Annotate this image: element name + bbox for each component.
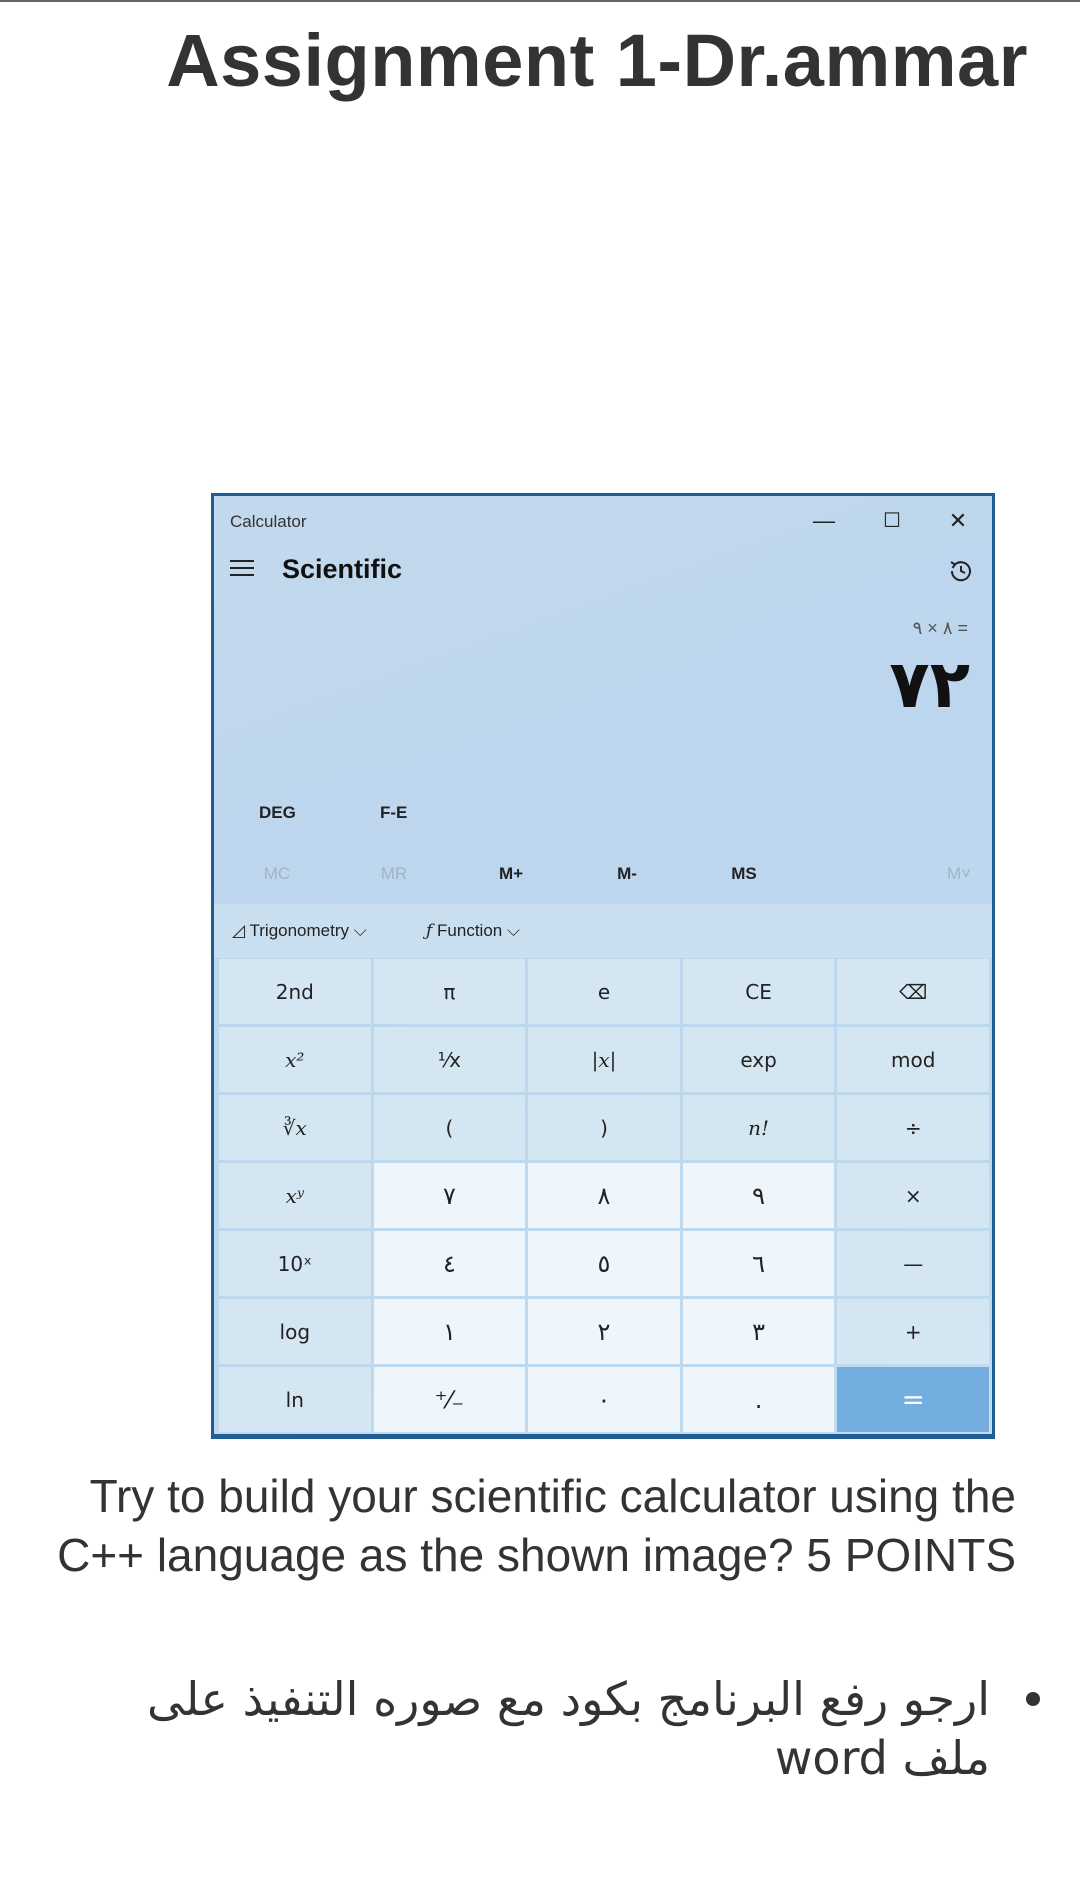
key-9[interactable]: ٩ bbox=[683, 1163, 835, 1228]
key-log[interactable]: log bbox=[219, 1299, 371, 1364]
ms-button[interactable]: MS bbox=[731, 864, 757, 883]
key-negate[interactable]: ⁺⁄₋ bbox=[374, 1367, 526, 1432]
mode-title: Scientific bbox=[282, 554, 403, 584]
mr-button[interactable]: MR bbox=[380, 864, 408, 883]
key-reciprocal[interactable]: ¹⁄x bbox=[374, 1027, 526, 1092]
trigonometry-label: Trigonometry bbox=[249, 921, 350, 940]
function-dropdown[interactable] bbox=[426, 921, 520, 941]
divide-icon[interactable]: ÷ bbox=[837, 1095, 989, 1160]
key-6[interactable]: ٦ bbox=[683, 1231, 835, 1296]
keypad bbox=[219, 959, 989, 1432]
key-ten-power-x[interactable]: 10ˣ bbox=[219, 1231, 371, 1296]
bullet-text: ارجو رفع البرنامج بكود مع صوره التنفيذ على ملف word bbox=[146, 1672, 990, 1785]
key-2[interactable]: ٢ bbox=[528, 1299, 680, 1364]
key-factorial[interactable]: n! bbox=[683, 1095, 835, 1160]
backspace-icon[interactable]: ⌫ bbox=[837, 959, 989, 1024]
memory-list-button[interactable]: M˅ bbox=[946, 864, 972, 883]
key-7[interactable]: ٧ bbox=[374, 1163, 526, 1228]
multiply-icon[interactable]: × bbox=[837, 1163, 989, 1228]
deg-button[interactable]: DEG bbox=[259, 803, 296, 822]
chevron-down-icon: ⌵ bbox=[353, 921, 367, 940]
calculator-screenshot bbox=[211, 493, 995, 1439]
function-bar bbox=[214, 904, 992, 958]
key-8[interactable]: ٨ bbox=[528, 1163, 680, 1228]
key-pi[interactable]: π bbox=[374, 959, 526, 1024]
key-cube-root[interactable]: ∛x bbox=[219, 1095, 371, 1160]
key-3[interactable]: ٣ bbox=[683, 1299, 835, 1364]
function-icon: ƒ bbox=[426, 921, 433, 941]
bullet-dot bbox=[1026, 1692, 1040, 1706]
triangle-icon: ◿ bbox=[232, 921, 246, 940]
question-text: Try to build your scientific calculator using the C++ language as the shown image? 5 POINTS bbox=[57, 1470, 1016, 1581]
key-decimal[interactable]: . bbox=[683, 1367, 835, 1432]
minimize-icon[interactable]: — bbox=[813, 508, 835, 533]
key-exp[interactable]: exp bbox=[683, 1027, 835, 1092]
page-title: Assignment 1-Dr.ammar bbox=[166, 19, 1028, 102]
key-open-paren[interactable]: ( bbox=[374, 1095, 526, 1160]
m-minus-button[interactable]: M- bbox=[617, 864, 637, 883]
minus-icon[interactable]: — bbox=[837, 1231, 989, 1296]
key-x-power-y[interactable]: xʸ bbox=[219, 1163, 371, 1228]
key-e[interactable]: e bbox=[528, 959, 680, 1024]
history-icon[interactable] bbox=[946, 556, 976, 586]
key-x-squared[interactable]: x² bbox=[219, 1027, 371, 1092]
window-title: Calculator bbox=[230, 512, 307, 531]
function-label: Function bbox=[437, 921, 503, 940]
key-close-paren[interactable]: ) bbox=[528, 1095, 680, 1160]
key-5[interactable]: ٥ bbox=[528, 1231, 680, 1296]
key-2nd[interactable]: 2nd bbox=[219, 959, 371, 1024]
key-ln[interactable]: ln bbox=[219, 1367, 371, 1432]
trigonometry-dropdown[interactable] bbox=[232, 921, 367, 941]
mc-button[interactable]: MC bbox=[263, 864, 291, 883]
key-0[interactable]: ٠ bbox=[528, 1367, 680, 1432]
bullet-item bbox=[80, 1670, 1040, 1800]
result-display: ٧٢ bbox=[889, 647, 970, 721]
maximize-icon[interactable]: ☐ bbox=[883, 510, 901, 532]
key-1[interactable]: ١ bbox=[374, 1299, 526, 1364]
plus-icon[interactable]: + bbox=[837, 1299, 989, 1364]
key-4[interactable]: ٤ bbox=[374, 1231, 526, 1296]
chevron-down-icon: ⌵ bbox=[506, 921, 520, 940]
hamburger-menu-icon[interactable] bbox=[230, 560, 254, 578]
key-ce[interactable]: CE bbox=[683, 959, 835, 1024]
fe-button[interactable]: F-E bbox=[380, 803, 408, 822]
equals-button[interactable]: = bbox=[837, 1367, 989, 1432]
close-icon[interactable]: ✕ bbox=[948, 508, 968, 533]
key-abs[interactable]: |x| bbox=[528, 1027, 680, 1092]
m-plus-button[interactable]: M+ bbox=[498, 864, 524, 883]
expression-display: ٨ × ٩ = bbox=[912, 618, 968, 638]
top-rule bbox=[0, 0, 1080, 2]
key-mod[interactable]: mod bbox=[837, 1027, 989, 1092]
